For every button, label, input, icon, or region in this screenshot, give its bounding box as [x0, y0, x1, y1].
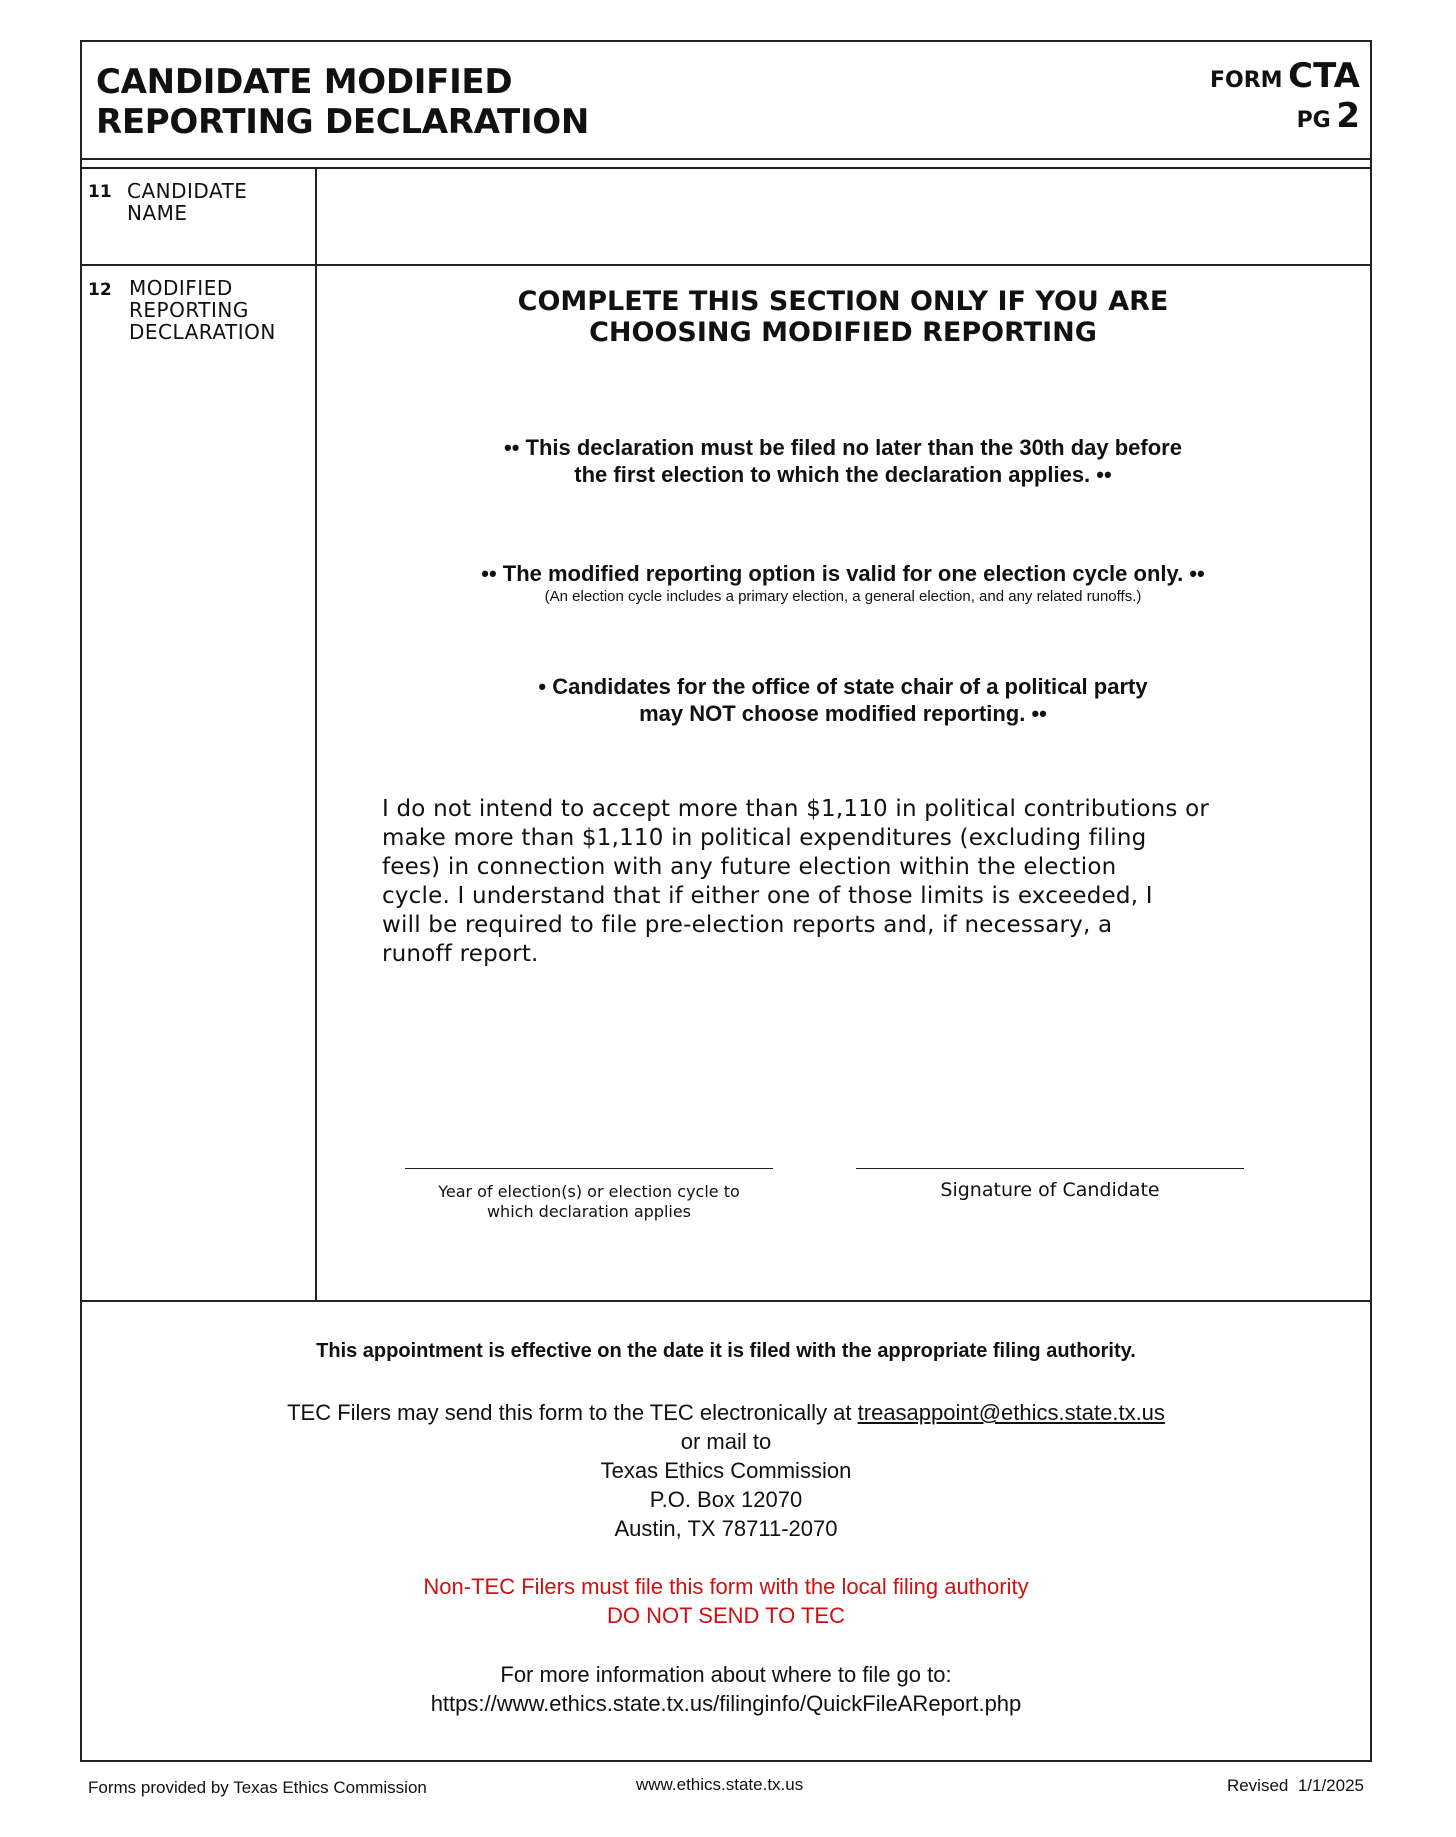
section-12-label-line2: REPORTING — [129, 298, 249, 322]
filing-instructions — [82, 1398, 1370, 1543]
non-tec-warning-line1: Non-TEC Filers must file this form with the local filing authority — [423, 1574, 1029, 1599]
election-year-label-line2: which declaration applies — [486, 1202, 692, 1221]
section-11-divider — [80, 264, 1372, 266]
signature-field[interactable] — [856, 1120, 1244, 1168]
section-11-label — [127, 180, 247, 224]
more-info-text: For more information about where to file go to: — [500, 1662, 952, 1687]
page-label: PG — [1296, 108, 1331, 133]
declaration-line-2: make more than $1,110 in political expenditures (excluding filing — [382, 825, 1147, 851]
more-info-url[interactable]: https://www.ethics.state.tx.us/filinginfo/QuickFileAReport.php — [430, 1691, 1022, 1716]
more-info — [82, 1660, 1370, 1718]
declaration-line-4: cycle. I understand that if either one of those limits is exceeded, I — [382, 883, 1153, 909]
header-divider — [80, 158, 1372, 160]
form-label: FORM — [1210, 68, 1283, 93]
page-number: 2 — [1336, 96, 1360, 136]
tec-prefix: TEC Filers may send this form to the TEC electronically at — [287, 1400, 858, 1425]
footer-website[interactable]: www.ethics.state.tx.us — [636, 1775, 804, 1794]
election-year-label-line1: Year of election(s) or election cycle to — [438, 1182, 740, 1201]
address-line-3: Austin, TX 78711-2070 — [614, 1516, 838, 1541]
section-12-label — [129, 277, 276, 343]
state-chair-notice — [318, 673, 1368, 727]
declaration-line-6: runoff report. — [382, 941, 539, 967]
section-12-heading — [318, 286, 1368, 348]
effective-notice: This appointment is effective on the date it is filed with the appropriate filing authority. — [316, 1340, 1136, 1362]
deadline-notice — [318, 434, 1368, 488]
tec-email-link[interactable]: treasappoint@ethics.state.tx.us — [857, 1400, 1165, 1425]
section-12-number: 12 — [88, 280, 112, 300]
footer-revised: Revised 1/1/2025 — [1226, 1776, 1364, 1795]
form-title-line2: REPORTING DECLARATION — [96, 102, 590, 142]
election-cycle-note: (An election cycle includes a primary election, a general election, and any related runoffs.) — [544, 588, 1142, 605]
section-12-heading-line1: COMPLETE THIS SECTION ONLY IF YOU ARE — [517, 286, 1169, 317]
declaration-line-5: will be required to file pre-election reports and, if necessary, a — [382, 912, 1113, 938]
signature-line — [856, 1168, 1244, 1169]
declaration-line-3: fees) in connection with any future election within the election — [382, 854, 1117, 880]
form-identifier — [1210, 56, 1360, 136]
mail-to: or mail to — [680, 1429, 772, 1454]
section-11-label-line2: NAME — [127, 201, 188, 225]
tec-electronic-line — [82, 1398, 1370, 1427]
section-12-label-line1: MODIFIED — [129, 276, 233, 300]
footer-provider: Forms provided by Texas Ethics Commission — [88, 1778, 427, 1797]
section-11-label-line1: CANDIDATE — [127, 179, 248, 203]
election-year-label — [405, 1182, 773, 1222]
election-year-line — [405, 1168, 773, 1169]
label-column-divider — [315, 168, 317, 1300]
section-12-heading-line2: CHOOSING MODIFIED REPORTING — [589, 317, 1097, 348]
deadline-notice-line1: •• This declaration must be filed no later than the 30th day before — [504, 435, 1182, 460]
form-title-line1: CANDIDATE MODIFIED — [96, 62, 513, 102]
state-chair-notice-line2: may NOT choose modified reporting. •• — [639, 701, 1047, 726]
section-12-divider — [80, 1300, 1372, 1302]
form-code: CTA — [1288, 56, 1360, 96]
section-11-number: 11 — [88, 182, 112, 202]
election-cycle-notice — [318, 560, 1368, 587]
election-cycle-notice-line1: •• The modified reporting option is valid for one election cycle only. •• — [481, 561, 1205, 586]
section-12-label-line3: DECLARATION — [129, 320, 276, 344]
non-tec-warning — [82, 1572, 1370, 1630]
address-line-2: P.O. Box 12070 — [649, 1487, 803, 1512]
declaration-line-1: I do not intend to accept more than $1,110 in political contributions or — [382, 796, 1209, 822]
address-line-1: Texas Ethics Commission — [600, 1458, 852, 1483]
state-chair-notice-line1: • Candidates for the office of state chair of a political party — [538, 674, 1148, 699]
non-tec-warning-line2: DO NOT SEND TO TEC — [607, 1603, 845, 1628]
header-divider-inner — [80, 167, 1372, 169]
declaration-statement — [382, 795, 1262, 969]
signature-label: Signature of Candidate — [940, 1179, 1160, 1201]
election-year-field[interactable] — [405, 1120, 773, 1168]
deadline-notice-line2: the first election to which the declaration applies. •• — [574, 462, 1112, 487]
candidate-name-field[interactable] — [320, 172, 1365, 262]
form-title — [96, 62, 589, 142]
